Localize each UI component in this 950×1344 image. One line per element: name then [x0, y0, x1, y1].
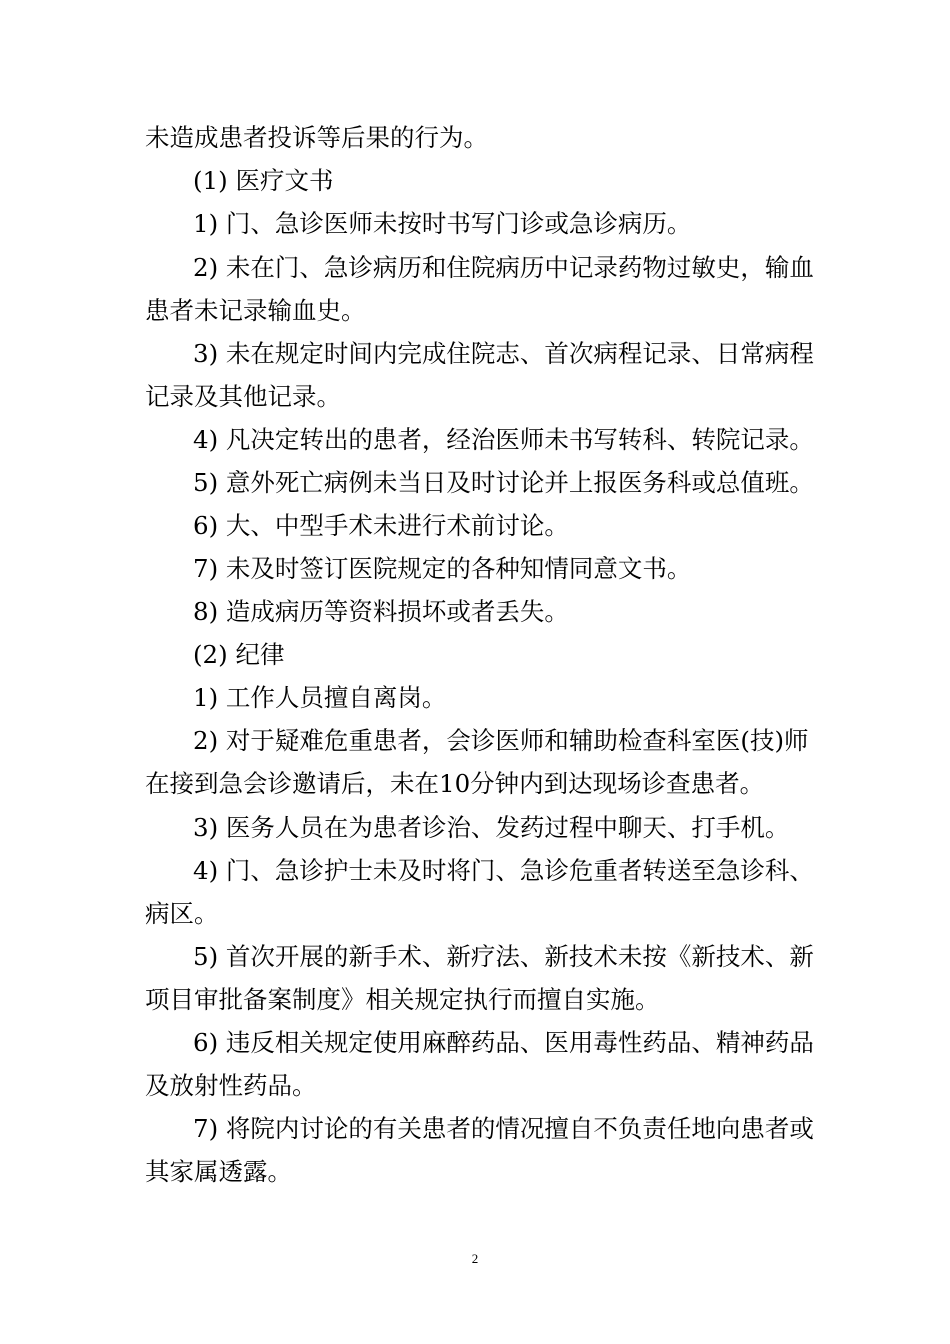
- text-line: 3) 医务人员在为患者诊治、发药过程中聊天、打手机。: [193, 813, 790, 842]
- text-line: 未造成患者投诉等后果的行为。: [145, 123, 488, 152]
- text-line: 2) 未在门、急诊病历和住院病历中记录药物过敏史，输血: [193, 253, 814, 282]
- text-line: 4) 门、急诊护士未及时将门、急诊危重者转送至急诊科、: [193, 856, 814, 885]
- text-line: 1) 工作人员擅自离岗。: [193, 683, 447, 712]
- text-line: 患者未记录输血史。: [145, 296, 366, 325]
- text-line: 8) 造成病历等资料损坏或者丢失。: [193, 597, 569, 626]
- text-line: 1) 门、急诊医师未按时书写门诊或急诊病历。: [193, 209, 692, 238]
- page-number: 2: [471, 1251, 479, 1266]
- text-line: 在接到急会诊邀请后，未在10分钟内到达现场诊查患者。: [145, 769, 765, 798]
- text-line: 3) 未在规定时间内完成住院志、首次病程记录、日常病程: [193, 339, 814, 368]
- section-heading: (2) 纪律: [193, 640, 285, 669]
- text-line: 6) 大、中型手术未进行术前讨论。: [193, 511, 569, 540]
- text-line: 4) 凡决定转出的患者，经治医师未书写转科、转院记录。: [193, 425, 814, 454]
- text-line: 2) 对于疑难危重患者，会诊医师和辅助检查科室医(技)师: [193, 726, 809, 755]
- text-line: 及放射性药品。: [145, 1071, 317, 1100]
- section-heading: (1) 医疗文书: [193, 166, 334, 195]
- text-line: 6) 违反相关规定使用麻醉药品、医用毒性药品、精神药品: [193, 1028, 814, 1057]
- text-line: 5) 首次开展的新手术、新疗法、新技术未按《新技术、新: [193, 942, 814, 971]
- text-line: 记录及其他记录。: [145, 382, 341, 411]
- text-line: 5) 意外死亡病例未当日及时讨论并上报医务科或总值班。: [193, 468, 814, 497]
- text-line: 项目审批备案制度》相关规定执行而擅自实施。: [145, 985, 660, 1014]
- text-line: 其家属透露。: [145, 1157, 292, 1186]
- text-line: 病区。: [145, 899, 219, 928]
- text-line: 7) 未及时签订医院规定的各种知情同意文书。: [193, 554, 692, 583]
- text-line: 7) 将院内讨论的有关患者的情况擅自不负责任地向患者或: [193, 1114, 814, 1143]
